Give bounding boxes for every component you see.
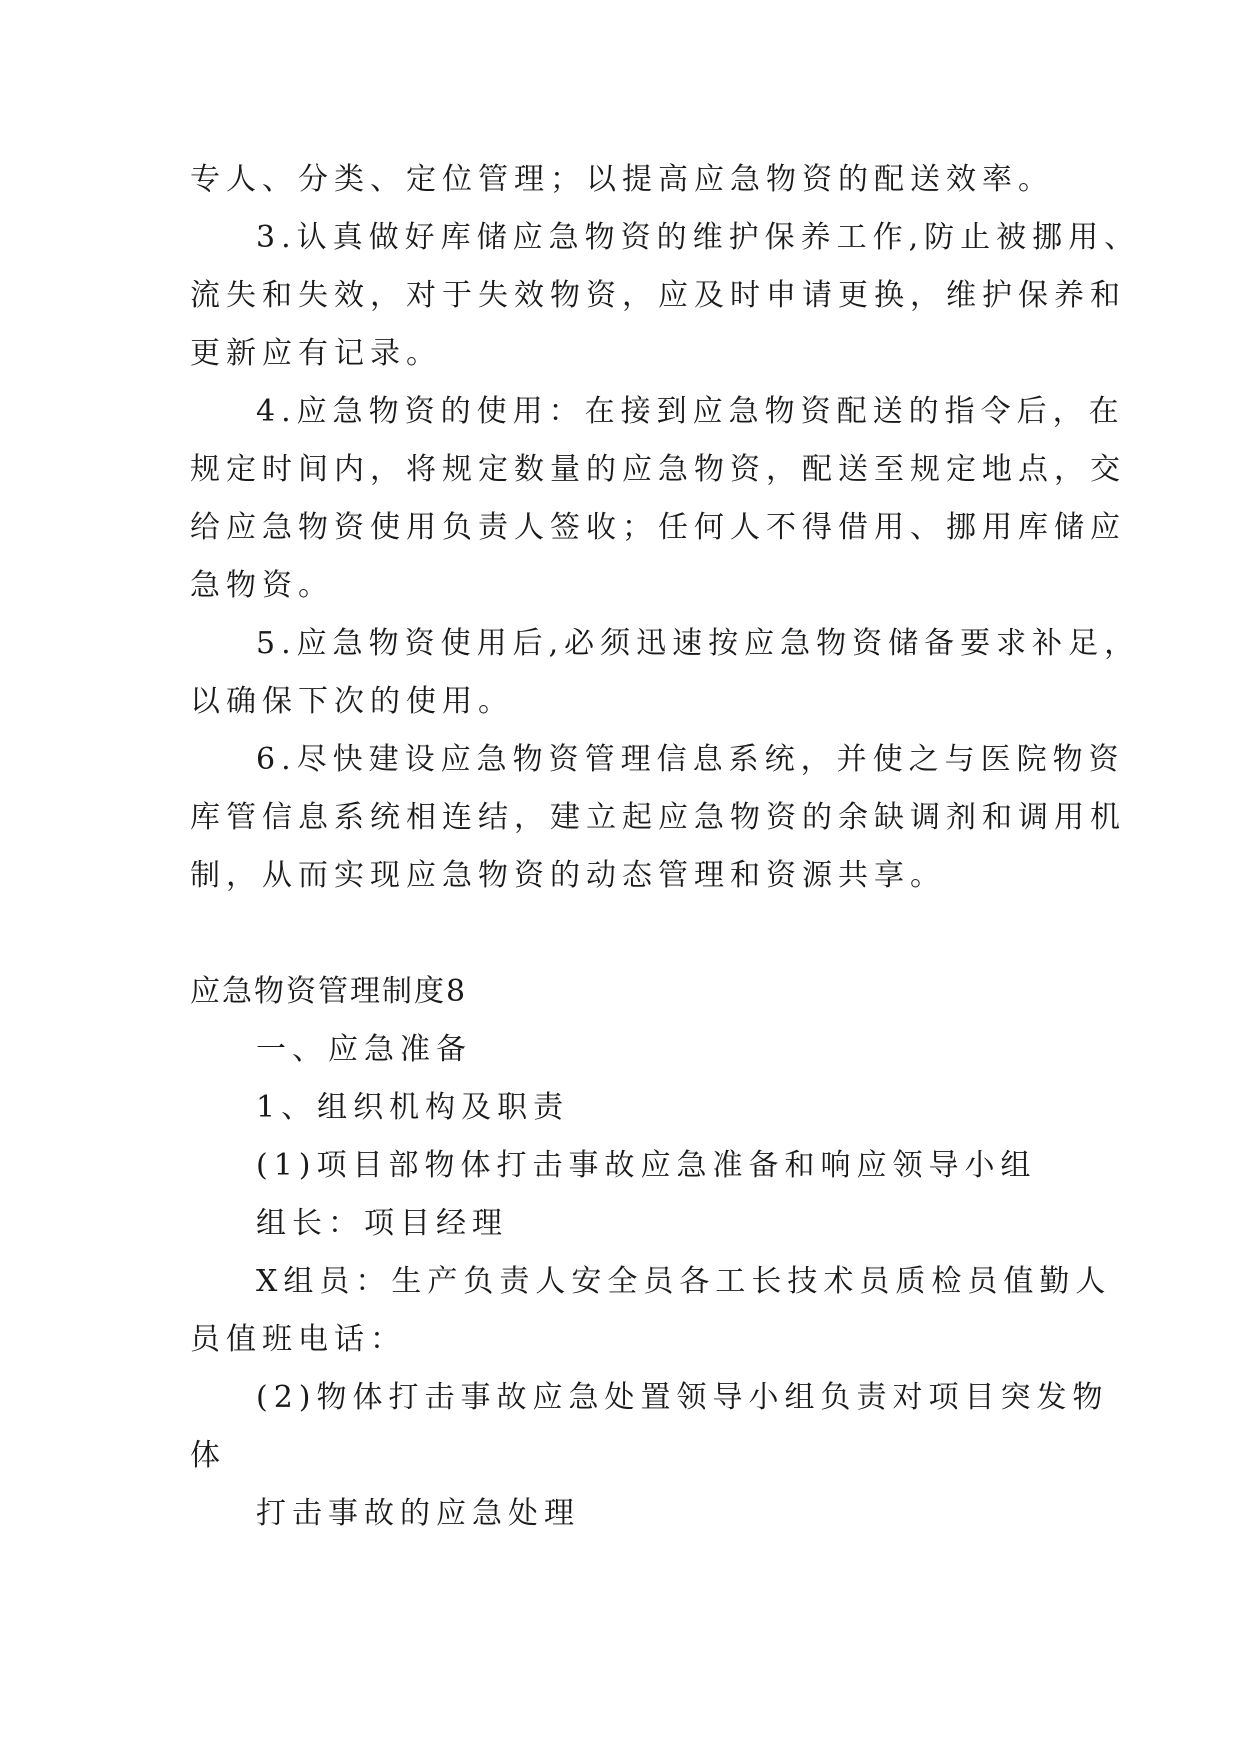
paragraph-line: 体 bbox=[190, 1438, 226, 1473]
subheading: 一、应急准备 bbox=[256, 1032, 472, 1067]
paragraph-line: 3.认真做好库储应急物资的维护保养工作,防止被挪用、 bbox=[256, 220, 1141, 255]
paragraph-line: 员值班电话： bbox=[190, 1322, 406, 1357]
subheading: 1、组织机构及职责 bbox=[256, 1090, 570, 1125]
paragraph-line: 流失和失效，对于失效物资，应及时申请更换，维护保养和 bbox=[190, 278, 1126, 313]
paragraph-line: 制，从而实现应急物资的动态管理和资源共享。 bbox=[190, 858, 946, 893]
paragraph-line: X组员：生产负责人安全员各工长技术员质检员值勤人 bbox=[256, 1264, 1112, 1299]
paragraph-line: 打击事故的应急处理 bbox=[256, 1496, 580, 1531]
paragraph-line: 规定时间内，将规定数量的应急物资，配送至规定地点，交 bbox=[190, 452, 1126, 487]
paragraph-line: (2)物体打击事故应急处置领导小组负责对项目突发物 bbox=[256, 1380, 1109, 1415]
paragraph-line: 急物资。 bbox=[190, 568, 334, 603]
paragraph-line: 专人、分类、定位管理；以提高应急物资的配送效率。 bbox=[190, 162, 1054, 197]
paragraph-line: 组长：项目经理 bbox=[256, 1206, 508, 1241]
paragraph-line: 6.尽快建设应急物资管理信息系统，并使之与医院物资 bbox=[256, 742, 1125, 777]
paragraph-line: (1)项目部物体打击事故应急准备和响应领导小组 bbox=[256, 1148, 1037, 1183]
paragraph-line: 4.应急物资的使用：在接到应急物资配送的指令后，在 bbox=[256, 394, 1125, 429]
section-title: 应急物资管理制度8 bbox=[190, 974, 468, 1009]
paragraph-line: 库管信息系统相连结，建立起应急物资的余缺调剂和调用机 bbox=[190, 800, 1126, 835]
paragraph-line: 给应急物资使用负责人签收；任何人不得借用、挪用库储应 bbox=[190, 510, 1126, 545]
paragraph-line: 5.应急物资使用后,必须迅速按应急物资储备要求补足， bbox=[256, 626, 1141, 661]
paragraph-line: 更新应有记录。 bbox=[190, 336, 442, 371]
paragraph-line: 以确保下次的使用。 bbox=[190, 684, 514, 719]
